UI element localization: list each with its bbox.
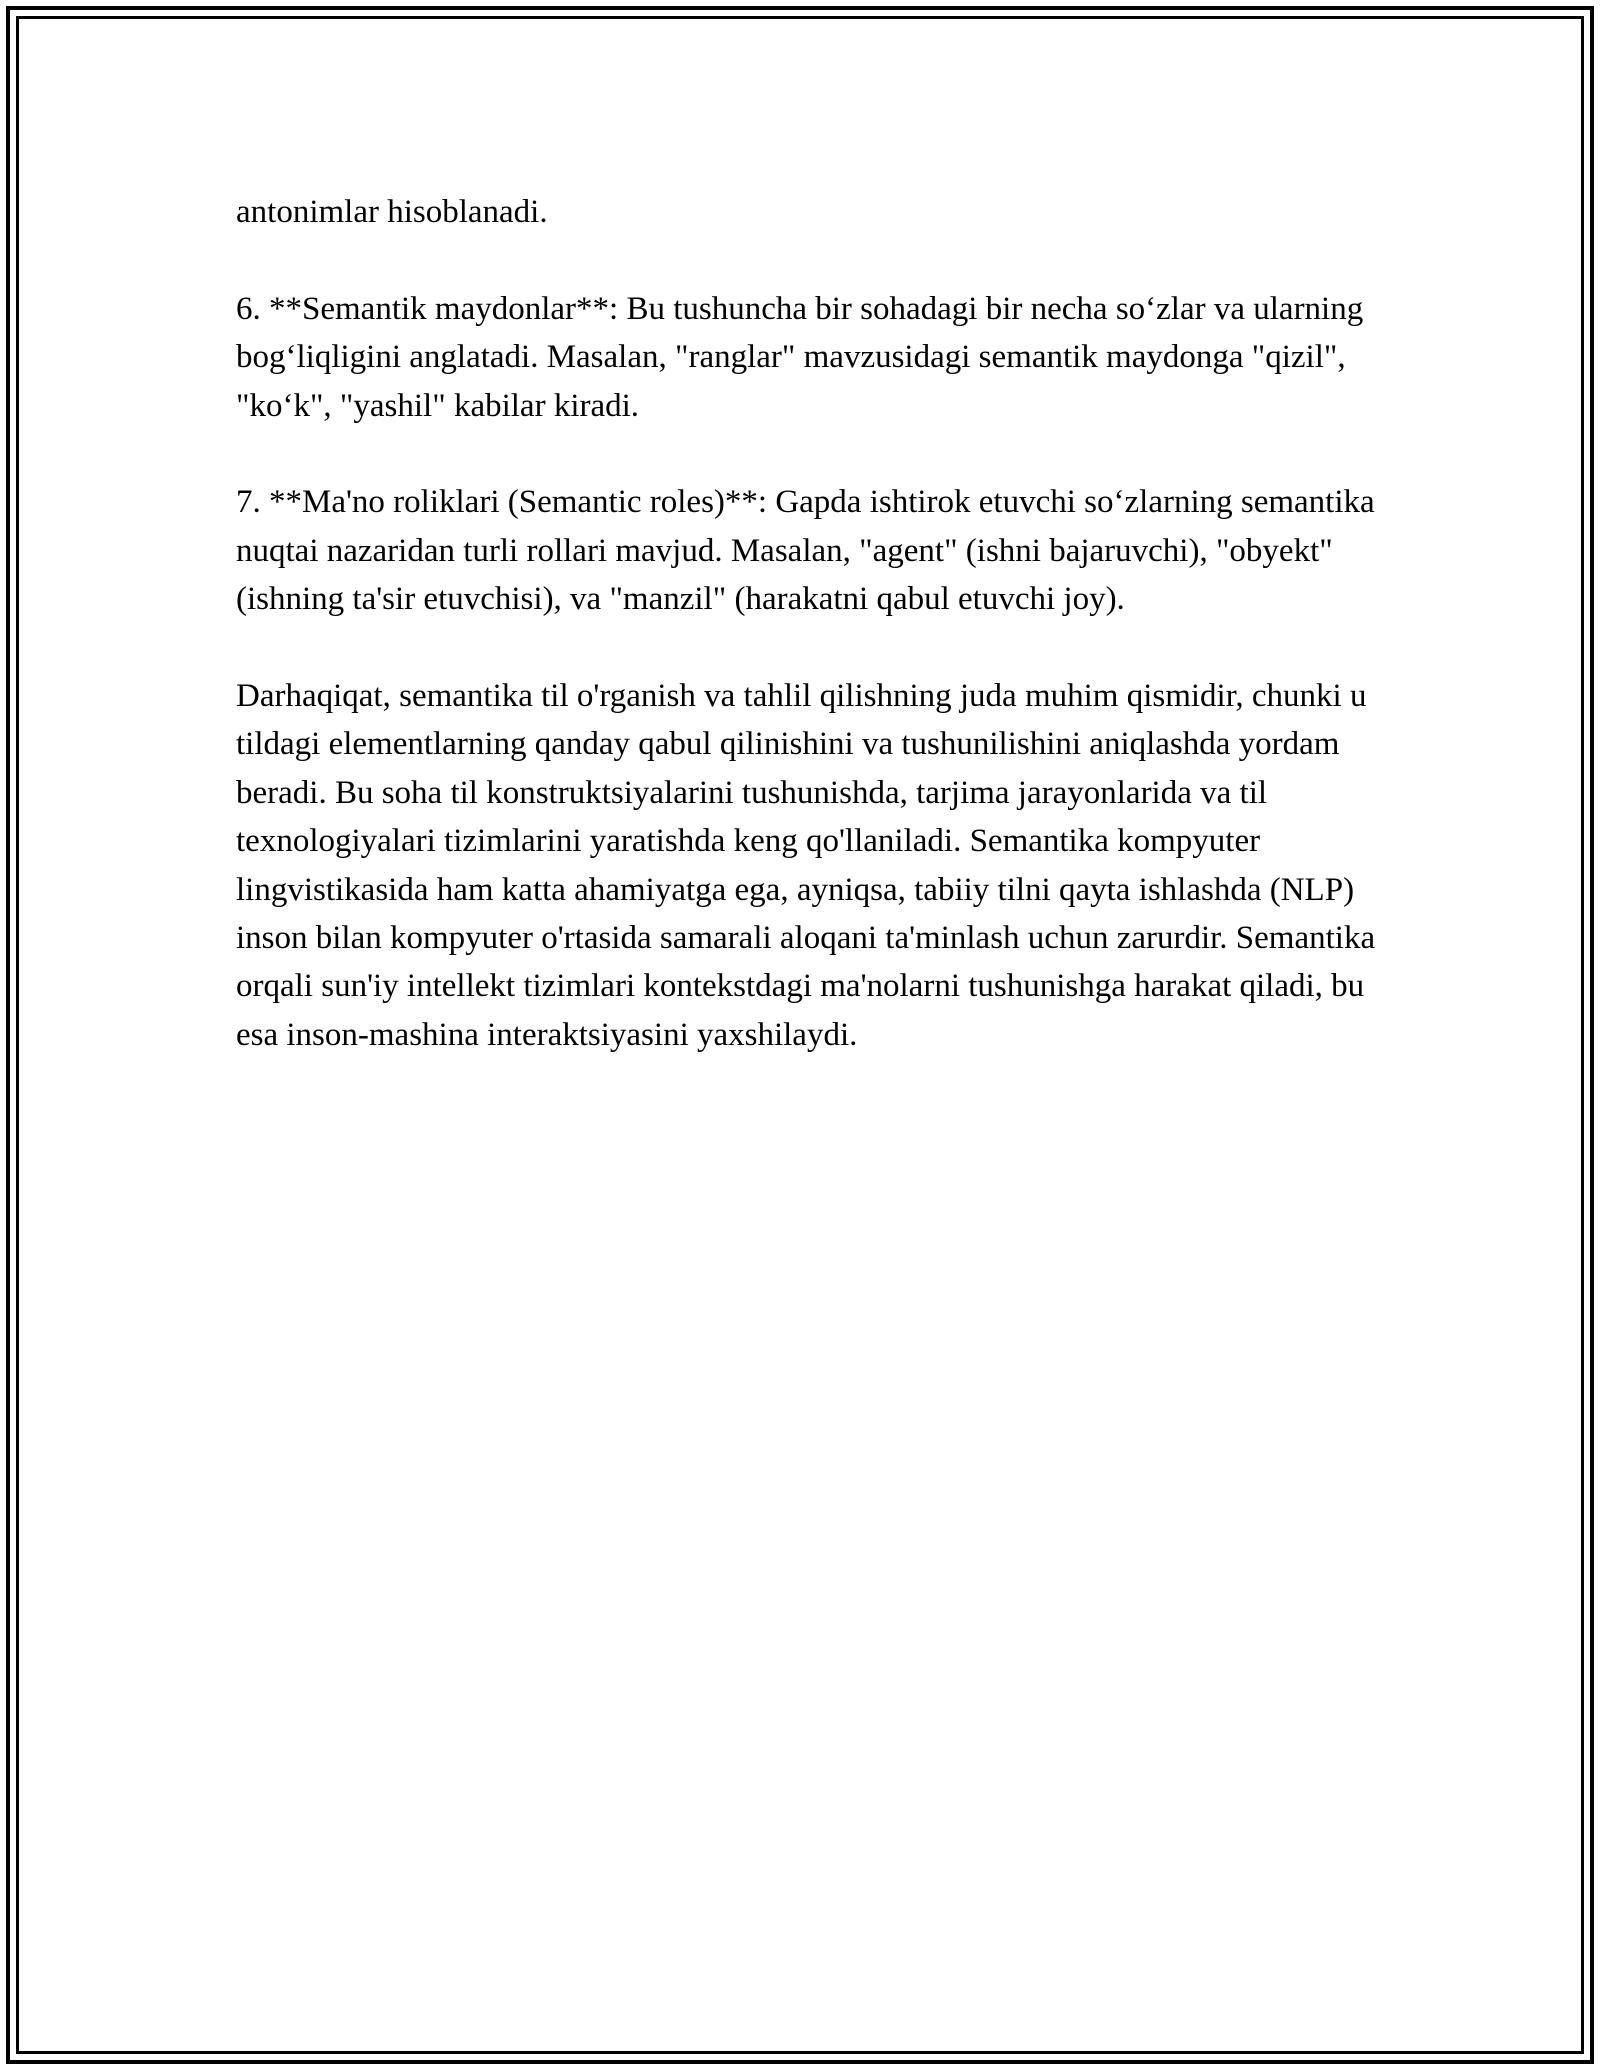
paragraph-conclusion: Darhaqiqat, semantika til o'rganish va tahlil qilishning juda muhim qismidir, chunki u tildagi elementlarning qanday qabul qilinishini va tushunilishini aniqlashda yordam beradi. Bu soha til konstruktsiyalarini tushunishda, tarjima jarayonlarida va til texnologiyalari tizimlarini yaratishda keng qo'llaniladi. Semantika kompyuter lingvistikasida ham katta ahamiyatga ega, ayniqsa, tabiiy tilni qayta ishlashda (NLP) inson bilan kompyuter o'rtasida samarali aloqani ta'minlash uchun zarurdir. Semantika orqali sun'iy intellekt tizimlari kontekstdagi ma'nolarni tushunishga harakat qiladi, bu esa inson-mashina interaktsiyasini yaxshilaydi. (236, 678, 1376, 1053)
paragraph-continuation: antonimlar hisoblanadi. (236, 194, 548, 230)
paragraph-semantic-fields: 6. **Semantik maydonlar**: Bu tushuncha bir sohadagi bir necha so‘zlar va ularning bog‘liqligini anglatadi. Masalan, "ranglar" mavzusidagi semantik maydonga "qizil", "ko‘k", "yashil" kabilar kiradi. (236, 290, 1364, 424)
document-body (236, 188, 1376, 1059)
paragraph-semantic-roles: 7. **Ma'no roliklari (Semantic roles)**: Gapda ishtirok etuvchi so‘zlarning semantika nuqtai nazaridan turli rollari mavjud. Masalan, "agent" (ishni bajaruvchi), "obyekt" (ishning ta'sir etuvchisi), va "manzil" (harakatni qabul etuvchi joy). (236, 484, 1375, 618)
